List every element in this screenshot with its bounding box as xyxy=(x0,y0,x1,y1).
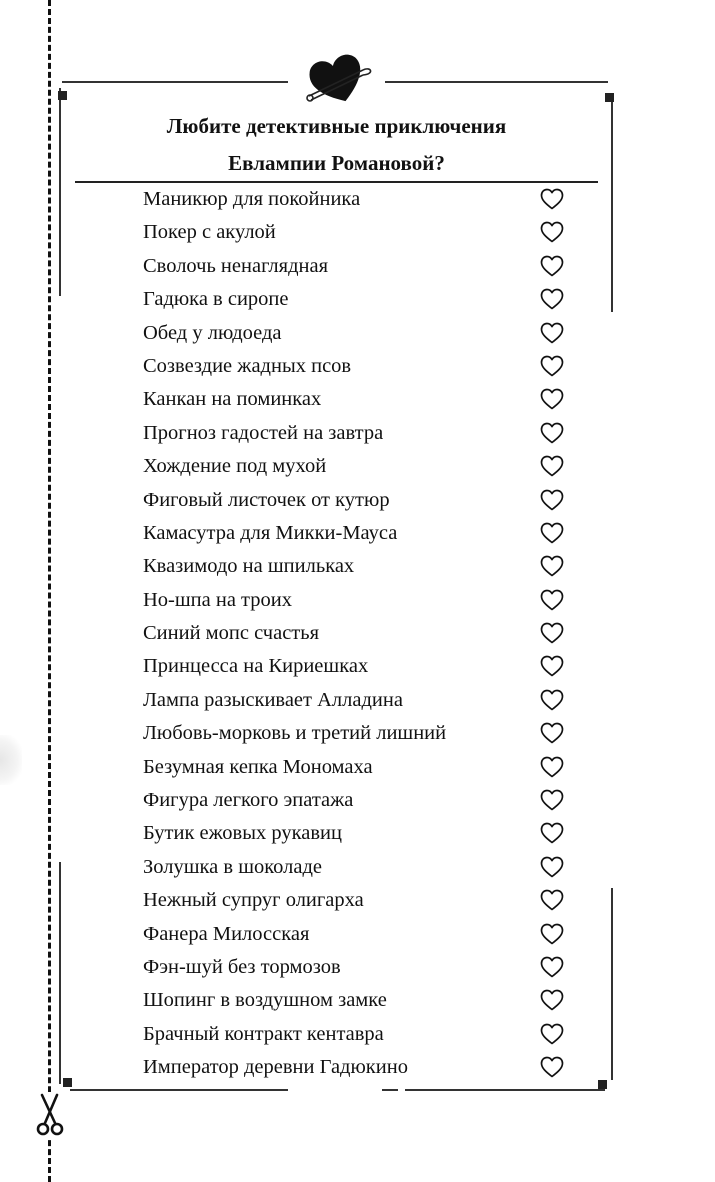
book-title: Канкан на поминках xyxy=(143,388,322,411)
book-title: Лампа разыскивает Алладина xyxy=(143,688,403,711)
list-item xyxy=(143,216,573,249)
book-title: Золушка в шоколаде xyxy=(143,855,322,878)
book-title: Фэн-шуй без тормозов xyxy=(143,955,341,978)
book-title: Прогноз гадостей на завтра xyxy=(143,421,384,444)
heart-outline-icon xyxy=(540,522,564,544)
book-list xyxy=(143,183,573,1085)
list-item xyxy=(143,350,573,383)
heading-line-2: Евлампии Романовой? xyxy=(228,151,445,175)
heart-outline-icon xyxy=(540,1023,564,1045)
list-item xyxy=(143,784,573,817)
book-title: Синий мопс счастья xyxy=(143,622,320,645)
list-item xyxy=(143,817,573,850)
book-title: Брачный контракт кентавра xyxy=(143,1022,384,1045)
book-title: Обед у людоеда xyxy=(143,321,282,344)
heart-outline-icon xyxy=(540,622,564,644)
book-title: Но-шпа на троих xyxy=(143,588,292,611)
book-title: Шопинг в воздушном замке xyxy=(143,989,387,1012)
frame-corner xyxy=(63,1078,72,1087)
book-title: Фиговый листочек от кутюр xyxy=(143,488,390,511)
heart-outline-icon xyxy=(540,388,564,410)
book-title: Безумная кепка Мономаха xyxy=(143,755,373,778)
list-item xyxy=(143,183,573,216)
list-item xyxy=(143,684,573,717)
frame-left-lower xyxy=(59,862,61,1084)
list-item xyxy=(143,383,573,416)
book-title: Камасутра для Микки-Мауса xyxy=(143,521,398,544)
book-title: Созвездие жадных псов xyxy=(143,354,352,377)
heart-outline-icon xyxy=(540,322,564,344)
frame-top-right xyxy=(385,81,608,83)
book-title: Гадюка в сиропе xyxy=(143,288,289,311)
book-title: Хождение под мухой xyxy=(143,455,327,478)
book-title: Покер с акулой xyxy=(143,221,276,244)
list-item xyxy=(143,450,573,483)
heart-outline-icon xyxy=(540,789,564,811)
frame-corner xyxy=(605,93,614,102)
heart-outline-icon xyxy=(540,255,564,277)
list-item xyxy=(143,584,573,617)
book-title: Фигура легкого эпатажа xyxy=(143,789,354,812)
heart-outline-icon xyxy=(540,422,564,444)
heart-outline-icon xyxy=(540,221,564,243)
list-item xyxy=(143,283,573,316)
book-title: Нежный супруг олигарха xyxy=(143,889,364,912)
book-title: Любовь-морковь и третий лишний xyxy=(143,722,447,745)
heart-outline-icon xyxy=(540,889,564,911)
frame-bottom-mid xyxy=(382,1089,398,1091)
frame-corner xyxy=(58,91,67,100)
heart-outline-icon xyxy=(540,1056,564,1078)
list-item xyxy=(143,617,573,650)
heart-outline-icon xyxy=(540,956,564,978)
heart-outline-icon xyxy=(540,188,564,210)
scan-shadow xyxy=(0,735,22,785)
list-item xyxy=(143,517,573,550)
frame-right-lower xyxy=(611,888,613,1080)
list-item xyxy=(143,984,573,1017)
heart-outline-icon xyxy=(540,589,564,611)
list-item xyxy=(143,884,573,917)
frame-top-left xyxy=(62,81,288,83)
book-title: Фанера Милосская xyxy=(143,922,310,945)
scissors-icon xyxy=(34,1092,66,1138)
heading-line-1: Любите детективные приключения xyxy=(166,114,507,138)
heart-outline-icon xyxy=(540,355,564,377)
list-item xyxy=(143,1051,573,1084)
list-item xyxy=(143,650,573,683)
heart-with-safety-pin-icon xyxy=(303,50,379,106)
frame-bottom-left xyxy=(70,1089,288,1091)
list-item xyxy=(143,484,573,517)
heart-outline-icon xyxy=(540,822,564,844)
book-title: Бутик ежовых рукавиц xyxy=(143,822,342,845)
list-item xyxy=(143,250,573,283)
heart-outline-icon xyxy=(540,722,564,744)
frame-left-upper xyxy=(59,88,61,296)
cut-line xyxy=(48,0,51,1182)
list-item xyxy=(143,751,573,784)
heart-outline-icon xyxy=(540,555,564,577)
list-item xyxy=(143,550,573,583)
book-title: Сволочь ненаглядная xyxy=(143,254,329,277)
book-title: Император деревни Гадюкино xyxy=(143,1056,408,1079)
heart-outline-icon xyxy=(540,288,564,310)
frame-bottom-right xyxy=(405,1089,605,1091)
heart-outline-icon xyxy=(540,689,564,711)
list-item xyxy=(143,717,573,750)
heart-outline-icon xyxy=(540,856,564,878)
book-title: Квазимодо на шпильках xyxy=(143,555,355,578)
book-title: Маникюр для покойника xyxy=(143,188,361,210)
heart-outline-icon xyxy=(540,923,564,945)
heart-outline-icon xyxy=(540,989,564,1011)
frame-corner xyxy=(598,1080,607,1089)
list-item xyxy=(143,851,573,884)
heart-outline-icon xyxy=(540,489,564,511)
heart-outline-icon xyxy=(540,655,564,677)
list-item xyxy=(143,951,573,984)
heart-outline-icon xyxy=(540,756,564,778)
frame-right-upper xyxy=(611,100,613,312)
list-item xyxy=(143,918,573,951)
list-item xyxy=(143,1018,573,1051)
heart-outline-icon xyxy=(540,455,564,477)
book-title: Принцесса на Кириешках xyxy=(143,655,369,678)
list-item xyxy=(143,317,573,350)
list-item xyxy=(143,417,573,450)
